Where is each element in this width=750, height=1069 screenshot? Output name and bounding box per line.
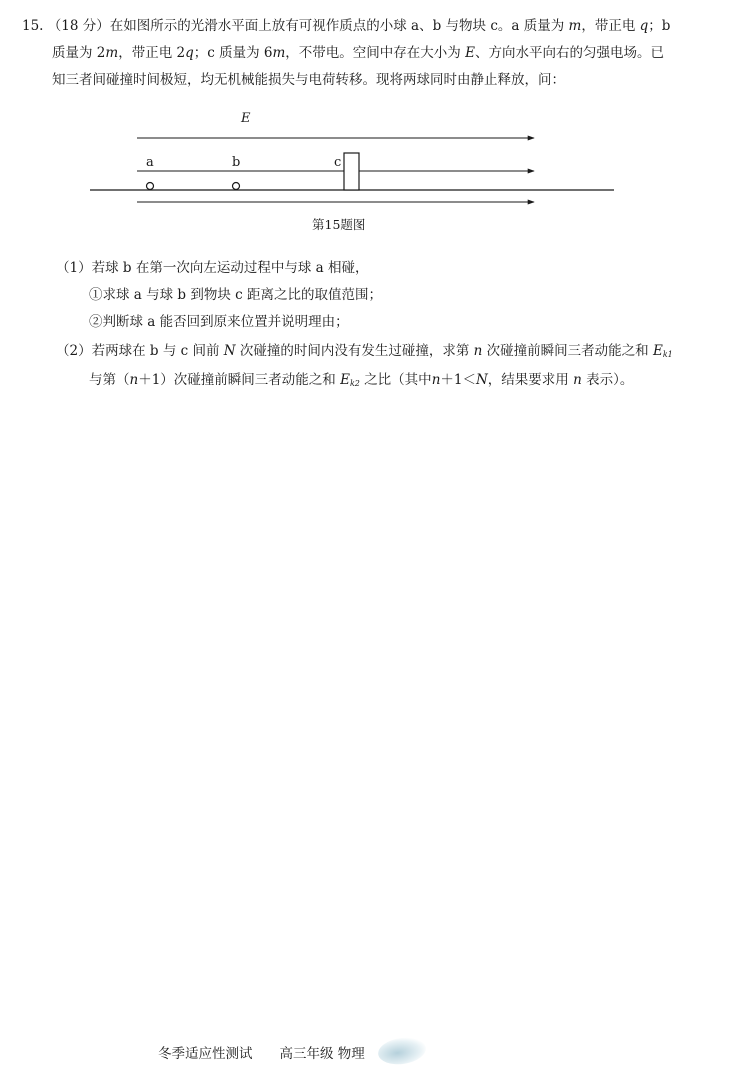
page-footer: 冬季适应性测试 高三年级 物理 [158, 1046, 365, 1062]
problem-line-1: 15. （18 分）在如图所示的光滑水平面上放有可视作质点的小球 a、b 与物块 c。a 质量为 m，带正电 q；b [22, 18, 671, 34]
problem-number: 15. [22, 18, 44, 34]
block-c [344, 153, 359, 190]
watermark-smudge [376, 1035, 427, 1067]
question-1-part-2: ②判断球 a 能否回到原来位置并说明理由； [89, 314, 349, 330]
figure-caption: 第15题图 [312, 217, 366, 232]
problem-line-2: 质量为 2m，带正电 2q；c 质量为 6m，不带电。空间中存在大小为 E、方向水平向右的匀强电场。已 [52, 45, 664, 61]
ball-b-label: b [232, 155, 241, 170]
question-2-line-2: 与第（n＋1）次碰撞前瞬间三者动能之和 $E_{k2}$ 之比（其中n＋1＜N，结果要求用 n 表示）。 [89, 372, 634, 388]
question-2-line-1: （2）若两球在 b 与 c 间前 N 次碰撞的时间内没有发生过碰撞，求第 n 次碰撞前瞬间三者动能之和 $E_{k1}$ [56, 343, 673, 359]
ball-a [147, 183, 154, 190]
field-diagram [0, 100, 750, 240]
ball-b [233, 183, 240, 190]
field-label: E [241, 111, 251, 126]
block-c-label: c [334, 155, 342, 170]
question-1-part-1: ①求球 a 与球 b 到物块 c 距离之比的取值范围； [89, 287, 382, 303]
question-1-stem: （1）若球 b 在第一次向左运动过程中与球 a 相碰， [56, 260, 369, 276]
problem-line-3: 知三者间碰撞时间极短，均无机械能损失与电荷转移。现将两球同时由静止释放，问： [52, 72, 565, 88]
ball-a-label: a [146, 155, 154, 170]
